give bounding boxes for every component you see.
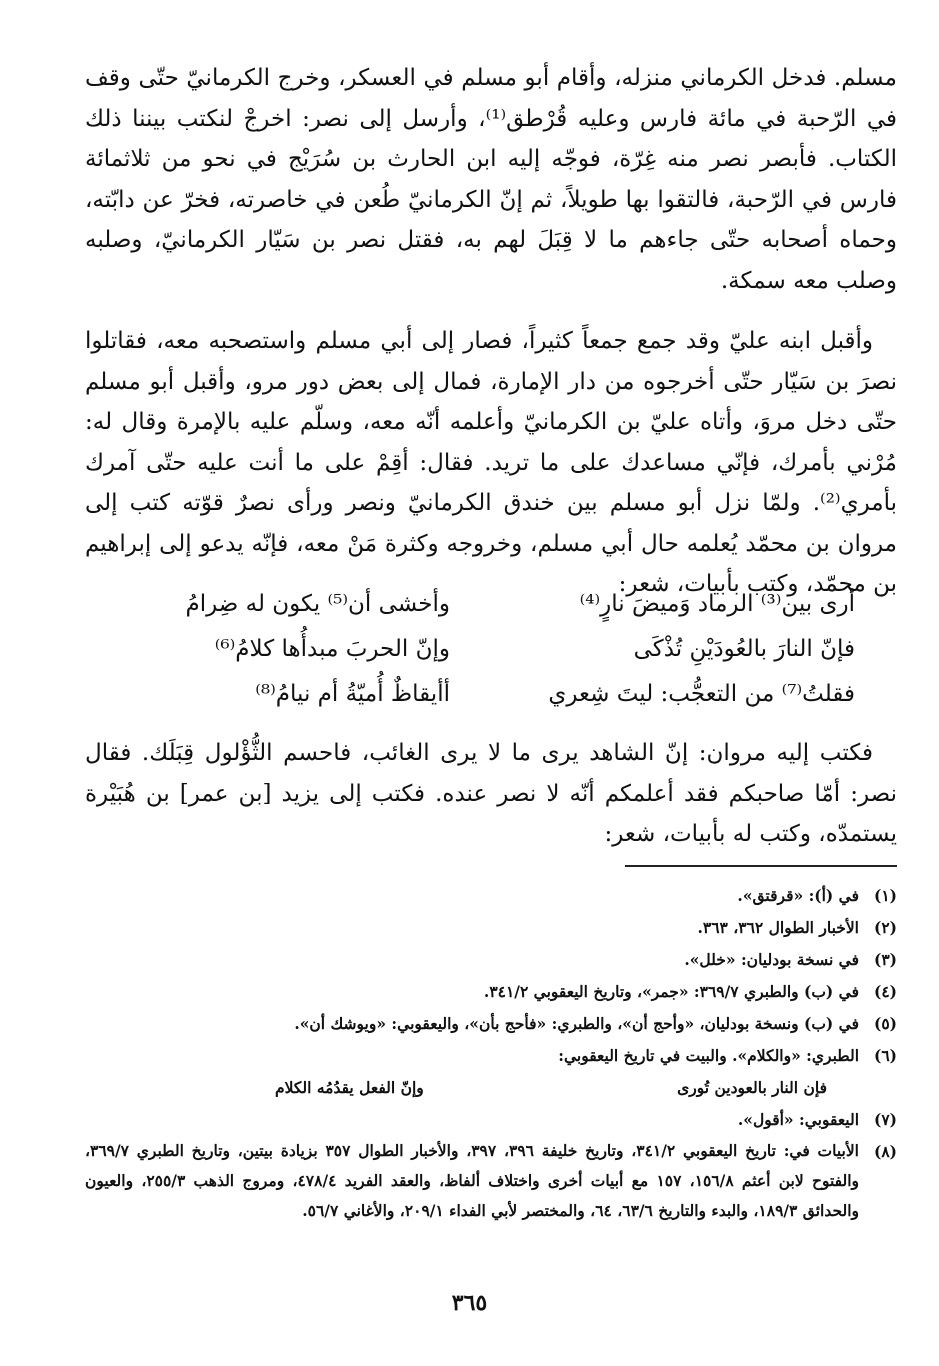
verse-second-hemistich: أأيقاظٌ أُميّةُ أم نيامُ⁽⁸⁾ — [255, 681, 450, 707]
footnote-verse-second: وإنّ الفعل يقدُمُه الكلام — [275, 1078, 424, 1097]
footnote — [85, 1040, 897, 1072]
footnote-verse-first: فإن النار بالعودين تُورى — [677, 1078, 827, 1097]
footnote-number: (٣) — [873, 950, 897, 969]
main-text-continued — [85, 733, 897, 855]
poem-verse — [120, 582, 855, 627]
poem-verse — [120, 627, 855, 672]
footnote — [85, 912, 897, 944]
poem-verse — [120, 672, 855, 717]
verse-second-hemistich: وأخشى أن⁽⁵⁾ يكون له ضِرامُ — [185, 591, 450, 617]
footnote-verse — [85, 1072, 897, 1104]
footnote-text: في (ب) ونسخة بودليان، «وأحج أن»، والطبري: «فأحج بأن»، واليعقوبي: «ويوشك أن». — [294, 1014, 859, 1033]
footnote-number: (٢) — [873, 918, 897, 937]
footnote — [85, 1104, 897, 1136]
footnote-text: في نسخة بودليان: «خلل». — [684, 950, 859, 969]
footnote-text: الطبري: «والكلام». والبيت في تاريخ اليعقوبي: — [558, 1046, 859, 1065]
footnote-number: (٧) — [873, 1110, 897, 1129]
footnote — [85, 976, 897, 1008]
verse-first-hemistich: أرى بين⁽³⁾ الرماد وَميضَ نارٍ⁽⁴⁾ — [579, 591, 855, 617]
footnote-text: في (ب) والطبري ٣٦٩/٧: «جمر»، وتاريخ اليعقوبي ٣٤١/٢. — [483, 982, 859, 1001]
page-number: ٣٦٥ — [451, 1290, 488, 1316]
footnote — [85, 944, 897, 976]
footnote — [85, 1136, 897, 1226]
footnote-text: الأبيات في: تاريخ اليعقوبي ٣٤١/٢، وتاريخ خليفة ٣٩٦، ٣٩٧، والأخبار الطوال ٣٥٧ بزيادة بيتين، وتاريخ الطبري ٣٦٩/٧، والفتوح لابن أعثم ١٥٦/٨، ١٥٧ مع أبيات أخرى واختلاف ألفاظ، والعقد الفريد ٤٧٨/٤، ومروج الذهب ٢٥٥/٣، والعيون والحدائق ١٨٩/٣، والبدء والتاريخ ٦٣/٦، ٦٤، والمختصر لأبي الفداء ٢٠٩/١، والأغاني ٥٦/٧. — [85, 1141, 859, 1220]
verse-first-hemistich: فإنّ النارَ بالعُودَيْنِ تُذْكَى — [633, 636, 855, 662]
footnote-number: (٦) — [873, 1046, 897, 1065]
footnote-number: (١) — [873, 886, 897, 905]
footnote-text: في (أ): «قرقتق». — [737, 886, 859, 905]
footnote-number: (٨) — [873, 1142, 897, 1161]
footnote — [85, 880, 897, 912]
verse-first-hemistich: فقلتُ⁽⁷⁾ من التعجُّب: ليتَ شِعري — [548, 681, 855, 707]
footnotes — [85, 880, 897, 1226]
footnote — [85, 1008, 897, 1040]
poem — [120, 582, 855, 717]
paragraph-3: فكتب إليه مروان: إنّ الشاهد يرى ما لا يرى الغائب، فاحسم الثُّؤْلول قِبَلَك. فقال نصر: أمّا صاحبكم فقد أعلمكم أنّه لا نصر عنده. فكتب إلى يزيد [بن عمر] بن هُبَيْرة يستمدّه، وكتب له بأبيات، شعر: — [85, 740, 897, 847]
footnote-text: الأخبار الطوال ٣٦٢، ٣٦٣. — [697, 918, 859, 937]
paragraph-1: مسلم. فدخل الكرماني منزله، وأقام أبو مسلم في العسكر، وخرج الكرمانيّ حتّى وقف في الرّحبة في مائة فارس وعليه قُرْطق⁽¹⁾، وأرسل إلى نصر: اخرجْ لنكتب بيننا ذلك الكتاب. فأبصر نصر منه غِرّة، فوجّه إليه ابن الحارث بن سُرَيْج في نحو من ثلاثمائة فارس في الرّحبة، فالتقوا بها طويلاً، ثم إنّ الكرمانيّ طُعن في خاصرته، فخرّ عن دابّته، وحماه أصحابه حتّى جاءهم ما لا قِبَلَ لهم به، فقتل نصر بن سَيّار الكرمانيّ، وصلبه وصلب معه سمكة. — [85, 65, 897, 294]
verse-second-hemistich: وإنّ الحربَ مبدأُها كلامُ⁽⁶⁾ — [214, 636, 450, 662]
main-text — [85, 58, 897, 605]
footnote-divider — [625, 865, 897, 867]
footnote-text: اليعقوبي: «أقول». — [737, 1110, 859, 1129]
footnote-number: (٥) — [873, 1014, 897, 1033]
paragraph-2: وأقبل ابنه عليّ وقد جمع جمعاً كثيراً، فصار إلى أبي مسلم واستصحبه معه، فقاتلوا نصرَ بن سَيّار حتّى أخرجوه من دار الإمارة، فمال إلى بعض دور مرو، وأقبل أبو مسلم حتّى دخل مروَ، وأتاه عليّ بن الكرمانيّ وأعلمه أنّه معه، وسلّم عليه بالإمرة وقال له: مُرْني بأمرك، فإنّي مساعدك على ما تريد. فقال: أقِمْ على ما أنت عليه حتّى آمرك بأمري⁽²⁾. ولمّا نزل أبو مسلم بين خندق الكرمانيّ ونصر ورأى نصرٌ قوّته كتب إلى مروان بن محمّد يُعلمه حال أبي مسلم، وخروجه وكثرة مَنْ معه، فإنّه يدعو إلى إبراهيم بن محمّد، وكتب بأبيات، شعر: — [85, 328, 897, 597]
footnote-number: (٤) — [873, 982, 897, 1001]
